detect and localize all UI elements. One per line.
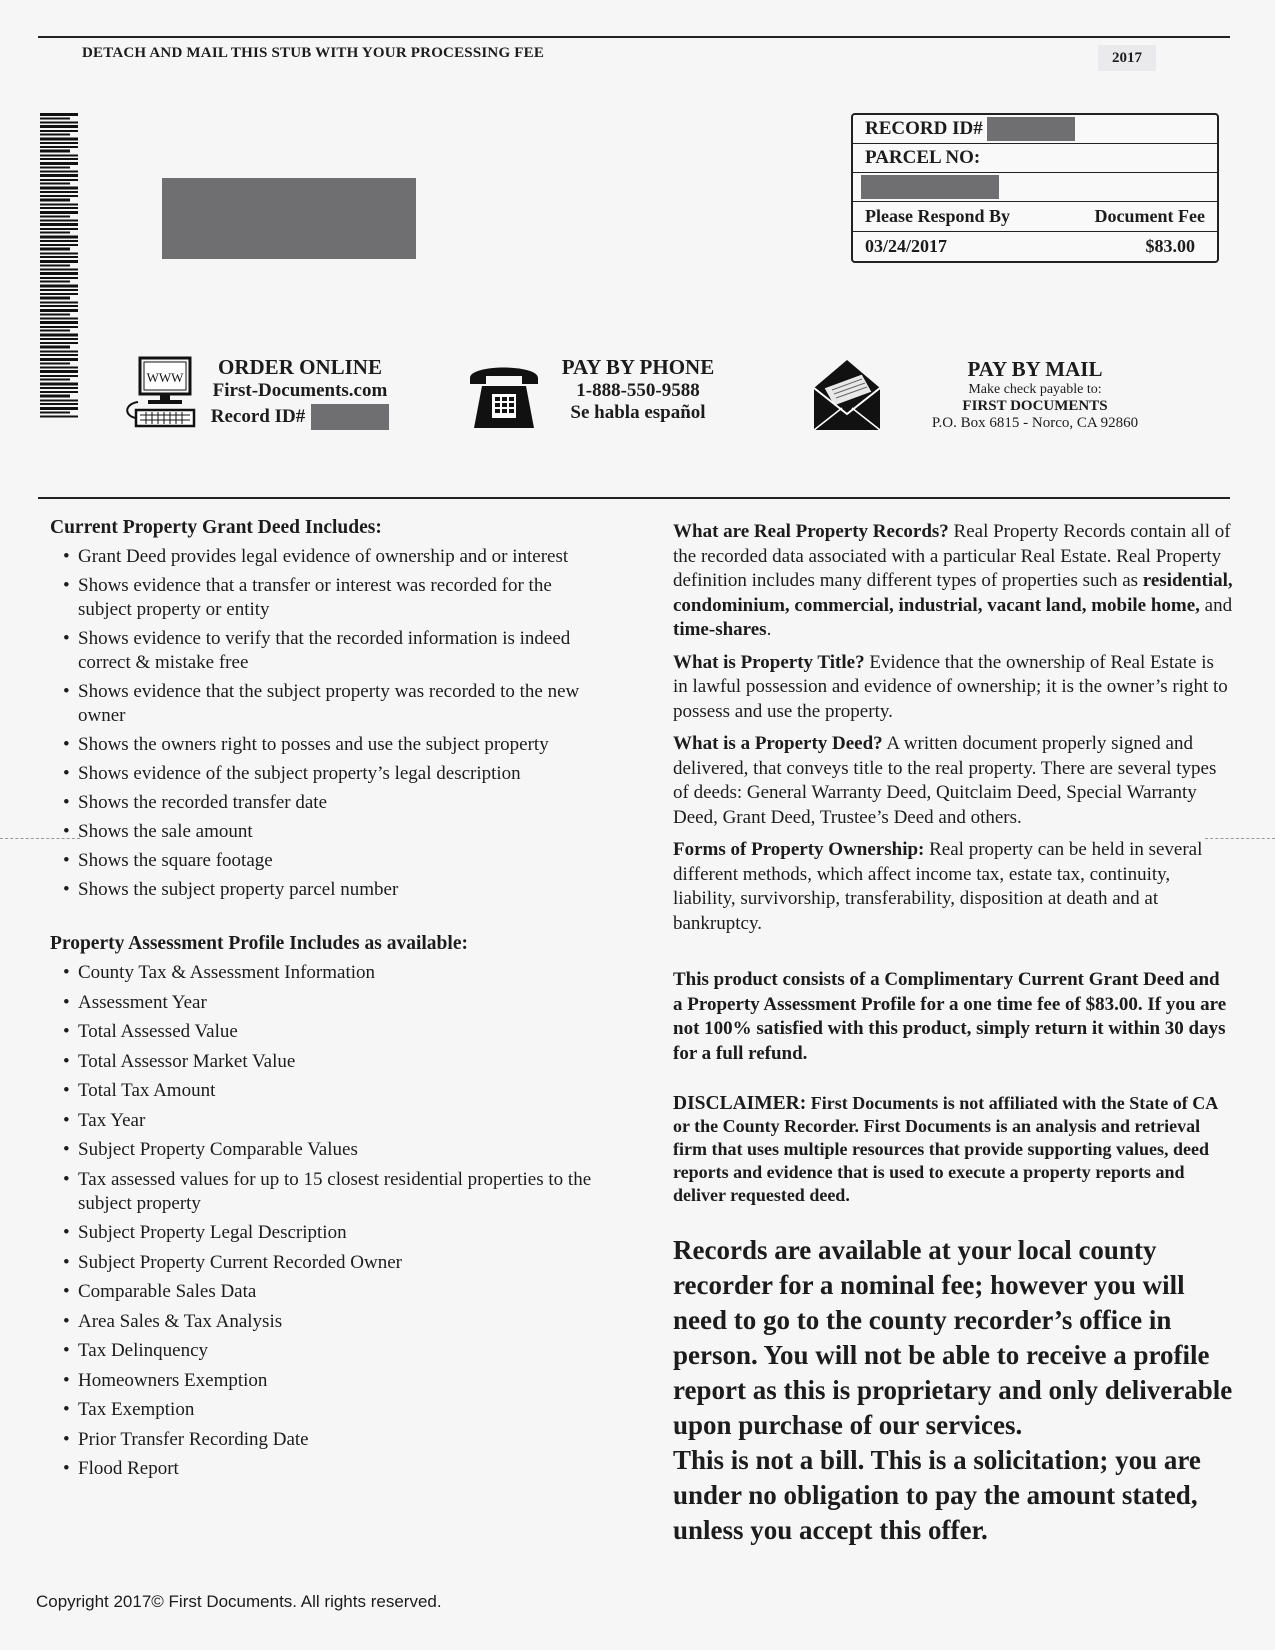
list-item: • Tax Delinquency bbox=[50, 1339, 610, 1363]
ownership-question: Forms of Property Ownership: bbox=[673, 839, 925, 860]
list-item: • Tax Year bbox=[50, 1109, 610, 1133]
year-badge: 2017 bbox=[1098, 45, 1156, 71]
postal-barcode bbox=[40, 113, 78, 419]
ownership-paragraph: Forms of Property Ownership: Real property can be held in several different methods, which affect income tax, estate tax, continuity, liability, survivorship, transferability, disposition at death and at bankruptcy. bbox=[673, 839, 1203, 934]
list-item: • Total Tax Amount bbox=[50, 1079, 610, 1103]
disclaimer-heading: DISCLAIMER: bbox=[673, 1093, 807, 1114]
pay-by-phone-title: PAY BY PHONE bbox=[561, 355, 715, 379]
pay-by-mail-title: PAY BY MAIL bbox=[967, 357, 1103, 381]
list-item: • Shows the square footage bbox=[50, 849, 610, 873]
middle-rule bbox=[38, 497, 1230, 499]
list-item: • Shows evidence that a transfer or interest was recorded for the subject property or entity bbox=[50, 574, 610, 622]
envelope-icon bbox=[812, 358, 882, 432]
phone-number[interactable]: 1-888-550-9588 bbox=[576, 380, 700, 401]
respond-by-date: 03/24/2017 bbox=[865, 236, 948, 256]
list-item: • Total Assessor Market Value bbox=[50, 1050, 610, 1074]
right-column bbox=[673, 520, 1233, 1548]
order-online-record-label: Record ID# bbox=[210, 406, 306, 427]
mail-address: P.O. Box 6815 - Norco, CA 92860 bbox=[931, 415, 1139, 431]
disclaimer-paragraph: DISCLAIMER: First Documents is not affiliated with the State of CA or the County Recorder. First Documents is an analysis and retrieval firm that uses multiple resources that provide supporting values, deed reports and evidence that is used to execute a property reports and deliver requested deed. bbox=[673, 1093, 1218, 1205]
document-fee-label: Document Fee bbox=[1094, 206, 1205, 226]
order-online-site[interactable]: First-Documents.com bbox=[212, 380, 388, 401]
offer-paragraph: This product consists of a Complimentary Current Grant Deed and a Property Assessment Profile for a one time fee of $83.00. If you are not 100% satisfied with this product, simply return it within 30 days for a full refund. bbox=[673, 969, 1227, 1064]
list-item: • Shows the owners right to posses and use the subject property bbox=[50, 733, 610, 757]
top-rule bbox=[38, 36, 1230, 38]
pay-by-mail-block bbox=[910, 357, 1160, 432]
title-paragraph: What is Property Title? Evidence that the ownership of Real Estate is in lawful possession and evidence of ownership; it is the owner’s right to possess and use the property. bbox=[673, 651, 1228, 722]
list-item: • Shows the sale amount bbox=[50, 820, 610, 844]
copyright-notice: Copyright 2017© First Documents. All rights reserved. bbox=[36, 1592, 442, 1611]
parcel-label: PARCEL NO: bbox=[865, 147, 981, 168]
respond-by-label: Please Respond By bbox=[865, 206, 1011, 226]
redacted-address bbox=[162, 178, 416, 259]
list-item: • Homeowners Exemption bbox=[50, 1369, 610, 1393]
list-item: • County Tax & Assessment Information bbox=[50, 961, 610, 985]
order-online-block bbox=[200, 355, 400, 430]
assessment-title: Property Assessment Profile Includes as available: bbox=[50, 933, 468, 954]
title-question: What is Property Title? bbox=[673, 651, 865, 673]
grant-deed-list bbox=[50, 545, 610, 902]
list-item: • Subject Property Legal Description bbox=[50, 1221, 610, 1245]
list-item: • Subject Property Comparable Values bbox=[50, 1138, 610, 1162]
list-item: • Shows evidence of the subject property’s legal description bbox=[50, 762, 610, 786]
list-item: • Shows the recorded transfer date bbox=[50, 791, 610, 815]
redacted-record-id bbox=[987, 117, 1075, 141]
spanish-note: Se habla español bbox=[570, 402, 706, 423]
record-info-box bbox=[851, 113, 1219, 263]
grant-deed-title: Current Property Grant Deed Includes: bbox=[50, 517, 382, 538]
list-item: • Assessment Year bbox=[50, 991, 610, 1015]
stub-heading: DETACH AND MAIL THIS STUB WITH YOUR PROCESSING FEE bbox=[82, 45, 545, 61]
list-item: • Tax assessed values for up to 15 closest residential properties to the subject property bbox=[50, 1168, 610, 1216]
list-item: • Area Sales & Tax Analysis bbox=[50, 1310, 610, 1334]
payable-note: Make check payable to: bbox=[968, 382, 1102, 397]
list-item: • Shows the subject property parcel number bbox=[50, 878, 610, 902]
document-fee-amount: $83.00 bbox=[1145, 236, 1195, 256]
county-recorder-notice: Records are available at your local county recorder for a nominal fee; however you will need to go to the county recorder’s office in person. You will not be able to receive a profile report as this is proprietary and only deliverable upon purchase of our services. bbox=[673, 1235, 1233, 1440]
list-item: • Shows evidence to verify that the recorded information is indeed correct & mistake free bbox=[50, 627, 610, 675]
redacted-parcel-number bbox=[861, 175, 999, 199]
payee-name: FIRST DOCUMENTS bbox=[962, 398, 1108, 414]
solicitation-notice: This is not a bill. This is a solicitation; you are under no obligation to pay the amount stated, unless you accept this offer. bbox=[673, 1445, 1201, 1545]
records-question: What are Real Property Records? bbox=[673, 521, 949, 542]
redacted-online-record-id bbox=[311, 404, 389, 430]
pay-by-phone-block bbox=[548, 355, 728, 424]
records-paragraph: What are Real Property Records? Real Property Records contain all of the recorded data associated with a particular Real Estate. Real Property definition includes many different types of properties such as residential, condominium, commercial, industrial, vacant land, mobile home, and time-shares. bbox=[673, 521, 1233, 640]
telephone-icon bbox=[466, 358, 542, 430]
order-online-title: ORDER ONLINE bbox=[218, 355, 382, 379]
deed-question: What is a Property Deed? bbox=[673, 733, 883, 754]
list-item: • Flood Report bbox=[50, 1457, 610, 1481]
list-item: • Total Assessed Value bbox=[50, 1020, 610, 1044]
computer-www-icon bbox=[122, 356, 198, 432]
list-item: • Prior Transfer Recording Date bbox=[50, 1428, 610, 1452]
left-column bbox=[50, 517, 610, 1487]
deed-paragraph: What is a Property Deed? A written document properly signed and delivered, that conveys title to the real property. There are several types of deeds: General Warranty Deed, Quitclaim Deed, Special Warranty Deed, Grant Deed, Trustee’s Deed and others. bbox=[673, 733, 1217, 828]
svg-text:WWW: WWW bbox=[146, 370, 184, 385]
record-id-label: RECORD ID# bbox=[865, 118, 983, 139]
assessment-list bbox=[50, 961, 610, 1481]
list-item: • Shows evidence that the subject property was recorded to the new owner bbox=[50, 680, 610, 728]
list-item: • Grant Deed provides legal evidence of ownership and or interest bbox=[50, 545, 610, 569]
list-item: • Comparable Sales Data bbox=[50, 1280, 610, 1304]
list-item: • Tax Exemption bbox=[50, 1398, 610, 1422]
list-item: • Subject Property Current Recorded Owner bbox=[50, 1251, 610, 1275]
